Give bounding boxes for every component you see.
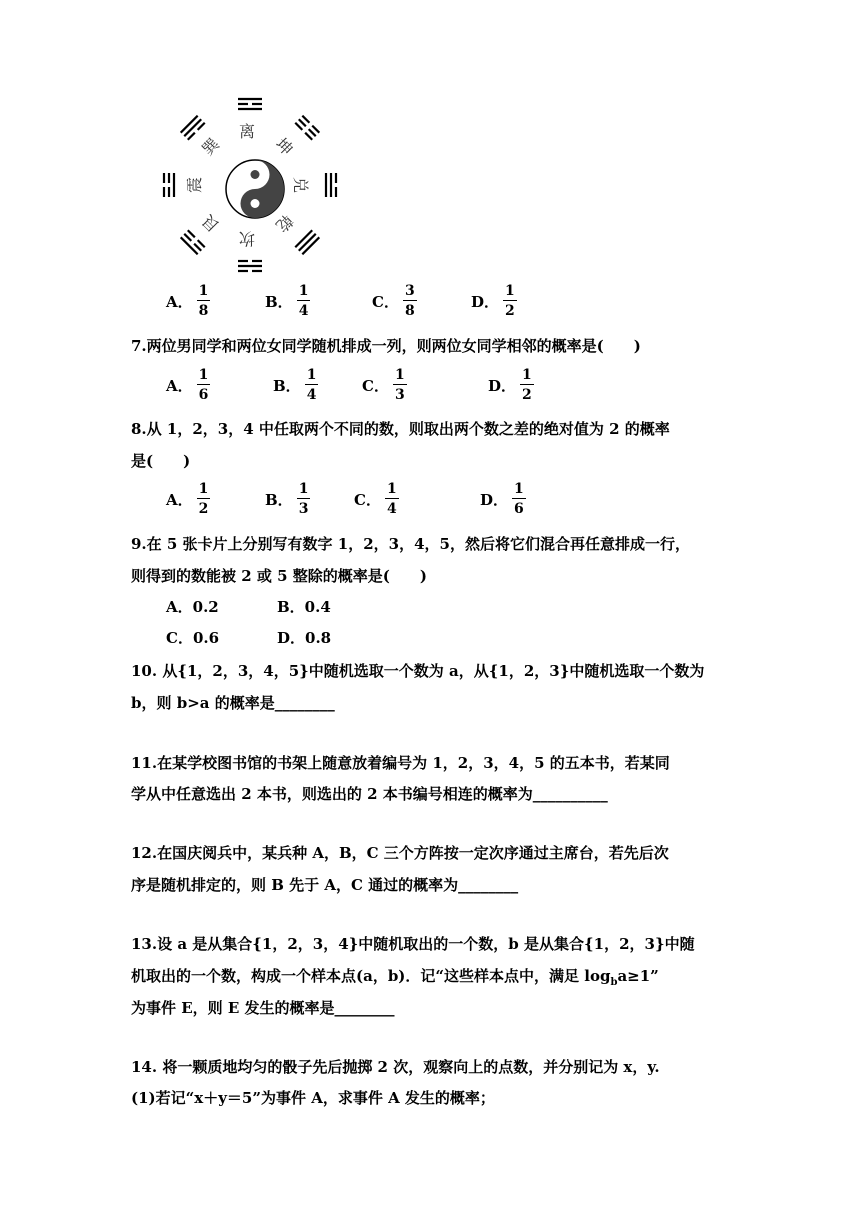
q8-option-a-fraction: $\frac{1}{2}$ [198,481,209,517]
q12-stem-line2: 序是随机排定的，则 B 先于 A，C 通过的概率为________ [131,876,519,894]
q9-option-d[interactable]: D．0.8 [277,629,332,647]
q6-option-a-fraction: $\frac{1}{8}$ [198,283,209,319]
q8-option-c-fraction: $\frac{1}{4}$ [386,481,397,517]
trigram-name-kun: 坤 [271,134,297,160]
trigram-symbol [326,173,336,197]
q7-stem: 7.两位男同学和两位女同学随机排成一列，则两位女同学相邻的概率是( ) [131,337,641,355]
q9-option-a[interactable]: A．0.2 [166,598,219,616]
q10-stem-line1: 10. 从{1，2，3，4，5}中随机选取一个数为 a，从{1，2，3}中随机选取一个数为 [131,662,705,680]
q10-stem-line2: b，则 b>a 的概率是________ [131,694,335,712]
q7-option-b-fraction: $\frac{1}{4}$ [306,367,317,403]
q8-stem-line2: 是( ) [131,452,191,470]
q7-option-c-fraction: $\frac{1}{3}$ [394,367,405,403]
q8-option-b-fraction: $\frac{1}{3}$ [298,481,309,517]
trigram-name-zhen: 震 [185,176,204,194]
yin-yang-icon [226,160,284,218]
q7-option-c[interactable]: C． $\frac{1}{3}$ [362,367,405,403]
q12-stem-line1: 12.在国庆阅兵中，某兵种 A，B，C 三个方阵按一定次序通过主席台，若先后次 [131,844,669,862]
trigram-symbol [238,261,262,271]
trigram-symbol [295,116,319,140]
q14-stem-line1: 14. 将一颗质地均匀的骰子先后抛掷 2 次，观察向上的点数，并分别记为 x，y. [131,1058,660,1076]
trigram-name-gen: 艮 [198,210,224,236]
trigram-symbol [238,99,262,109]
trigram-name-kan: 坎 [238,229,256,248]
q9-stem-line2: 则得到的数能被 2 或 5 整除的概率是( ) [131,567,427,585]
trigram-symbol [295,230,319,254]
q7-option-d-fraction: $\frac{1}{2}$ [522,367,532,403]
q6-option-d-fraction: $\frac{1}{2}$ [505,283,515,319]
q7-option-a[interactable]: A． $\frac{1}{6}$ [166,367,209,403]
bagua-figure [150,92,350,282]
trigram-name-li: 离 [238,122,256,141]
q8-option-c[interactable]: C． $\frac{1}{4}$ [354,481,397,517]
q6-option-c[interactable]: C． $\frac{3}{8}$ [372,283,415,319]
q8-option-d-fraction: $\frac{1}{6}$ [514,481,524,517]
q11-stem-line2: 学从中任意选出 2 本书，则选出的 2 本书编号相连的概率为__________ [131,785,608,803]
q13-stem-line3: 为事件 E，则 E 发生的概率是________ [131,999,395,1017]
trigram-symbol [164,173,174,197]
trigram-name-xun: 巽 [198,134,224,160]
q9-stem-line1: 9.在 5 张卡片上分别写有数字 1，2，3，4，5，然后将它们混合再任意排成一行， [131,535,690,553]
q6-option-b[interactable]: B． $\frac{1}{4}$ [265,283,309,319]
q7-option-b[interactable]: B． $\frac{1}{4}$ [273,367,317,403]
q9-option-b[interactable]: B．0.4 [277,598,331,616]
q6-option-b-fraction: $\frac{1}{4}$ [298,283,309,319]
q13-stem-line1: 13.设 a 是从集合{1，2，3，4}中随机取出的一个数，b 是从集合{1，2，3}中随 [131,935,695,953]
bagua-diagram [150,92,350,282]
q11-stem-line1: 11.在某学校图书馆的书架上随意放着编号为 1，2，3，4，5 的五本书，若某同 [131,754,670,772]
q8-option-a[interactable]: A． $\frac{1}{2}$ [166,481,209,517]
q14-stem-line2: (1)若记“x＋y＝5”为事件 A，求事件 A 发生的概率； [131,1089,495,1107]
q6-option-d[interactable]: D． $\frac{1}{2}$ [471,283,515,319]
q7-option-a-fraction: $\frac{1}{6}$ [198,367,209,403]
q8-stem-line1: 8.从 1，2，3，4 中任取两个不同的数，则取出两个数之差的绝对值为 2 的概率 [131,420,670,438]
trigram-symbol [181,116,205,140]
q7-option-d[interactable]: D． $\frac{1}{2}$ [488,367,532,403]
q8-option-d[interactable]: D． $\frac{1}{6}$ [480,481,524,517]
trigram-name-qian: 乾 [271,210,297,236]
q13-stem-line2: 机取出的一个数，构成一个样本点(a，b)．记“这些样本点中，满足 $\log_ba\ge 1$” [131,967,659,988]
trigram-symbol [181,230,205,254]
q6-option-a[interactable]: A． $\frac{1}{8}$ [166,283,209,319]
trigram-name-dui: 兑 [291,176,310,194]
q9-option-c[interactable]: C．0.6 [166,629,220,647]
q6-option-c-fraction: $\frac{3}{8}$ [404,283,415,319]
q8-option-b[interactable]: B． $\frac{1}{3}$ [265,481,309,517]
